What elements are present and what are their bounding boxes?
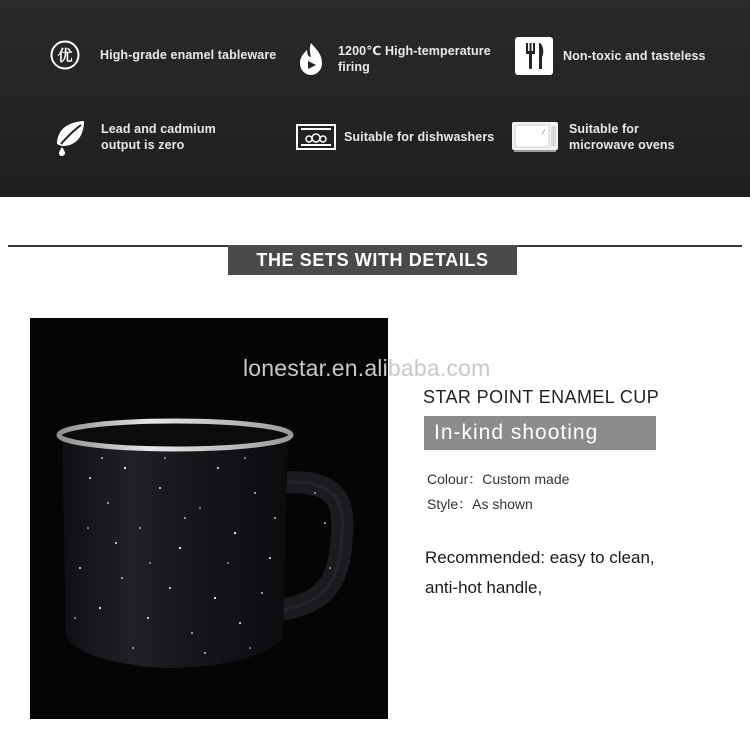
feature-label: High-grade enamel tableware — [100, 48, 277, 62]
microwave-icon — [511, 120, 559, 154]
product-colour: Colour：Custom made — [427, 471, 570, 487]
excellent-badge-icon — [50, 40, 80, 70]
watermark-text: lonestar.en.alibaba.com — [243, 355, 491, 381]
flame-icon — [296, 41, 326, 77]
feature-label: Non-toxic and tasteless — [563, 49, 706, 63]
feature-non-toxic — [515, 37, 706, 75]
feature-label: Suitable for microwave ovens — [569, 122, 675, 152]
product-recommended-line-1: Recommended: easy to clean, — [425, 548, 655, 567]
in-kind-shooting-tag: In-kind shooting — [424, 416, 656, 450]
product-style: Style：As shown — [427, 496, 533, 512]
section-title: THE SETS WITH DETAILS — [228, 245, 517, 275]
feature-microwave — [511, 120, 675, 154]
feature-dishwasher — [296, 124, 494, 150]
feature-high-grade — [50, 40, 276, 70]
feature-high-temperature — [296, 41, 491, 77]
fork-knife-icon — [515, 37, 553, 75]
product-name: STAR POINT ENAMEL CUP — [423, 387, 660, 407]
dishwasher-icon — [296, 124, 336, 150]
excellent-badge-glyph: 优 — [57, 46, 73, 65]
feature-label: Suitable for dishwashers — [344, 130, 495, 144]
leaf-drop-icon — [53, 118, 87, 156]
feature-banner — [0, 0, 750, 197]
product-recommended-line-2: anti-hot handle, — [425, 578, 543, 597]
feature-label: Lead and cadmium output is zero — [101, 122, 216, 152]
feature-lead-cadmium — [53, 118, 216, 156]
feature-label: 1200℃ High-temperature firing — [338, 44, 491, 74]
